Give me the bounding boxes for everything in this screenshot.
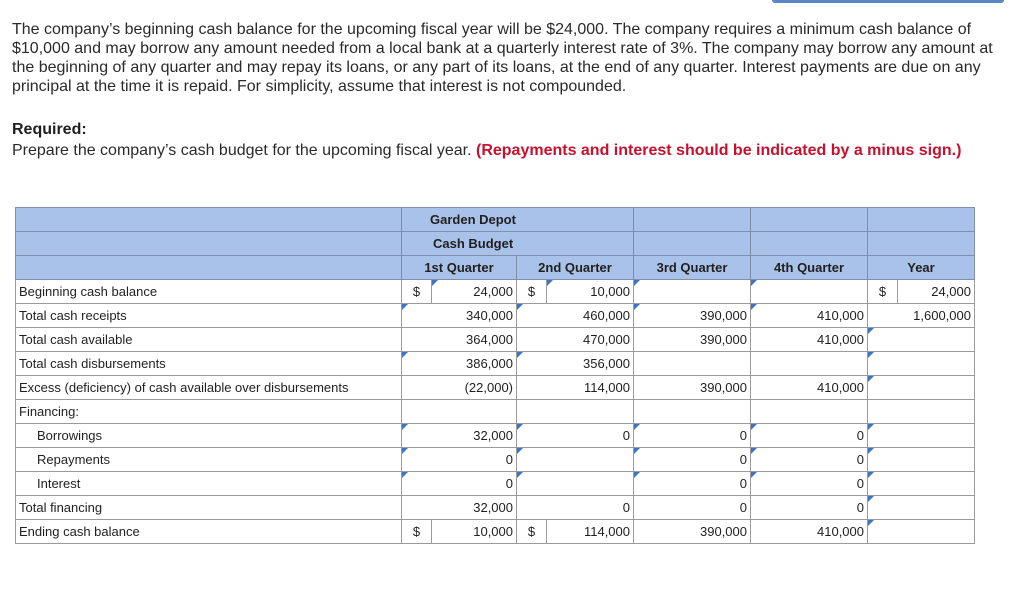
cell-q4[interactable] [751, 280, 868, 304]
cell-q1: 10,000 [432, 520, 517, 544]
currency-symbol: $ [517, 520, 547, 544]
cell-q3: 0 [634, 496, 751, 520]
table-row [16, 448, 975, 472]
cell-q4[interactable]: 0 [751, 472, 868, 496]
cell-q1: 32,000 [402, 496, 517, 520]
cell-q4: 0 [751, 496, 868, 520]
problem-text: The company’s beginning cash balance for the upcoming fiscal year will be $24,000. The company requires a minimum cash balance of $10,000 and may borrow any amount needed from a local bank at a quarterly interest rate of 3%. The company may borrow any amount at the beginning of any quarter and may repay its loans, or any part of its loans, at the end of any quarter. Interest payments are due on any principal at the time it is repaid. For simplicity, assume that interest is not compounded. [12, 21, 993, 95]
row-label: Repayments [16, 448, 402, 472]
cell-q4: 410,000 [751, 376, 868, 400]
top-accent-bar [772, 0, 1004, 3]
row-label: Financing: [16, 400, 402, 424]
row-label: Total cash disbursements [16, 352, 402, 376]
table-row [16, 424, 975, 448]
cell-year: 24,000 [898, 280, 975, 304]
cell-q1[interactable]: 340,000 [402, 304, 517, 328]
cell-q2[interactable]: 10,000 [547, 280, 634, 304]
cell-year: 1,600,000 [868, 304, 975, 328]
currency-symbol: $ [402, 520, 432, 544]
table-row [16, 376, 975, 400]
cell-q1[interactable]: 0 [402, 448, 517, 472]
cell-q2: 114,000 [517, 376, 634, 400]
column-header-q3: 3rd Quarter [634, 256, 751, 280]
cell-q1: 364,000 [402, 328, 517, 352]
cell-q4[interactable]: 410,000 [751, 304, 868, 328]
cell-q3[interactable]: 0 [634, 424, 751, 448]
currency-symbol: $ [517, 280, 547, 304]
currency-symbol: $ [402, 280, 432, 304]
cell-q4 [751, 352, 868, 376]
row-label: Beginning cash balance [16, 280, 402, 304]
column-header-q1: 1st Quarter [402, 256, 517, 280]
required-instructions [12, 141, 1002, 160]
cell-year[interactable] [868, 376, 975, 400]
problem-statement [12, 20, 1002, 96]
cell-q3[interactable] [634, 280, 751, 304]
cell-q3[interactable]: 0 [634, 448, 751, 472]
company-name: Garden Depot [402, 208, 634, 232]
row-label: Total cash receipts [16, 304, 402, 328]
cell-q1[interactable]: 0 [402, 472, 517, 496]
row-label: Total financing [16, 496, 402, 520]
table-row [16, 472, 975, 496]
cell-year[interactable] [868, 472, 975, 496]
cell-q3[interactable]: 390,000 [634, 304, 751, 328]
cell-year[interactable] [868, 328, 975, 352]
required-note: (Repayments and interest should be indicated by a minus sign.) [475, 142, 962, 159]
cell-q4: 410,000 [751, 520, 868, 544]
cell-q2: 114,000 [547, 520, 634, 544]
cell-q2[interactable]: 356,000 [517, 352, 634, 376]
budget-title: Cash Budget [402, 232, 634, 256]
row-label: Excess (deficiency) of cash available over disbursements [16, 376, 402, 400]
cell-q4[interactable]: 0 [751, 424, 868, 448]
cell-q2[interactable] [517, 472, 634, 496]
table-row [16, 520, 975, 544]
row-label: Interest [16, 472, 402, 496]
column-header-q4: 4th Quarter [751, 256, 868, 280]
cell-q3 [634, 352, 751, 376]
row-label: Borrowings [16, 424, 402, 448]
row-label: Total cash available [16, 328, 402, 352]
cell-year[interactable] [868, 520, 975, 544]
cash-budget-table [15, 207, 975, 544]
cell-year[interactable] [868, 448, 975, 472]
table-row [16, 304, 975, 328]
row-label: Ending cash balance [16, 520, 402, 544]
column-header-q2: 2nd Quarter [517, 256, 634, 280]
cell-q3: 390,000 [634, 328, 751, 352]
cell-q1: (22,000) [402, 376, 517, 400]
currency-symbol: $ [868, 280, 898, 304]
table-row [16, 352, 975, 376]
cell-q3: 390,000 [634, 376, 751, 400]
cell-q2[interactable]: 0 [517, 424, 634, 448]
cell-q4: 410,000 [751, 328, 868, 352]
cell-q1[interactable]: 24,000 [432, 280, 517, 304]
required-text: Prepare the company’s cash budget for the upcoming fiscal year. [12, 142, 472, 159]
cell-q1[interactable]: 32,000 [402, 424, 517, 448]
table-row [16, 400, 975, 424]
cell-q3[interactable]: 0 [634, 472, 751, 496]
cell-year[interactable] [868, 424, 975, 448]
cell-q2: 470,000 [517, 328, 634, 352]
cell-q1[interactable]: 386,000 [402, 352, 517, 376]
column-header-year: Year [868, 256, 975, 280]
cell-q3: 390,000 [634, 520, 751, 544]
cell-year[interactable] [868, 352, 975, 376]
table-row [16, 328, 975, 352]
cell-year[interactable] [868, 496, 975, 520]
table-row [16, 496, 975, 520]
cell-q2[interactable]: 460,000 [517, 304, 634, 328]
required-heading: Required: [12, 121, 87, 138]
cell-q2[interactable] [517, 448, 634, 472]
table-row [16, 280, 975, 304]
cell-q2: 0 [517, 496, 634, 520]
cell-q4[interactable]: 0 [751, 448, 868, 472]
